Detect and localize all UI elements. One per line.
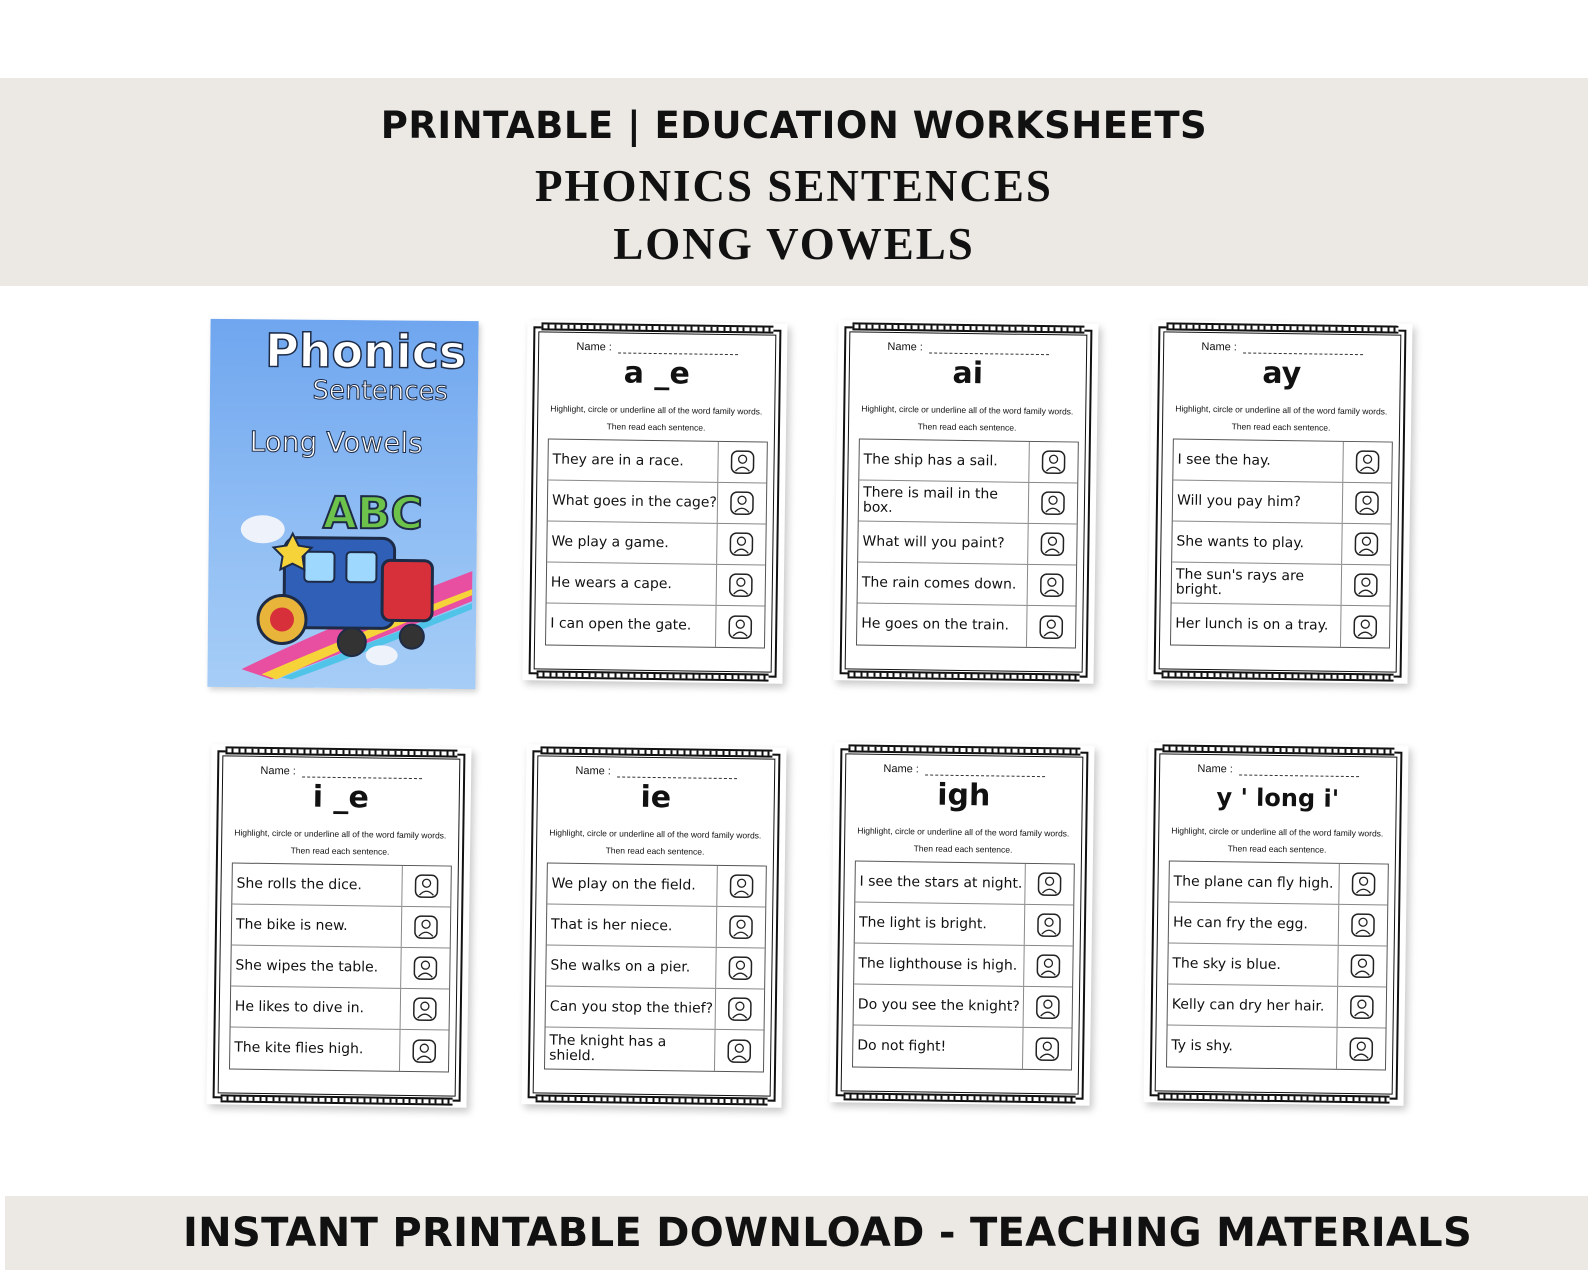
table-row	[1173, 440, 1392, 484]
table-row	[855, 862, 1074, 906]
lighthouse-icon	[1024, 946, 1073, 987]
hairdryer-icon	[1338, 987, 1387, 1028]
table-row	[547, 905, 766, 949]
table-row	[1167, 1025, 1386, 1069]
worksheet-title: y ' long i'	[1216, 783, 1340, 813]
header-line2: PHONICS SENTENCES	[535, 161, 1053, 211]
sentence-text: Her lunch is on a tray.	[1171, 603, 1342, 646]
table-row	[232, 864, 451, 908]
worksheet-instructions	[540, 400, 772, 437]
sentence-text: I can open the gate.	[546, 603, 717, 646]
sentence-text: Do you see the knight?	[854, 985, 1025, 1027]
train-icon	[1027, 606, 1076, 648]
dive-icon	[401, 989, 450, 1030]
stars-icon	[1025, 864, 1074, 905]
name-label: Name :	[1201, 340, 1237, 354]
table-row	[858, 522, 1077, 566]
hay-icon	[1343, 442, 1392, 483]
top-banner	[0, 78, 1588, 286]
sentence-text: The plane can fly high.	[1169, 862, 1340, 904]
sentence-text: The lighthouse is high.	[854, 944, 1025, 986]
worksheet-instructions	[847, 822, 1079, 859]
worksheet-title: a _e	[623, 355, 691, 392]
sentence-text: She wipes the table.	[231, 946, 402, 988]
sentence-text: We play on the field.	[547, 864, 718, 906]
table-row	[1168, 985, 1387, 1029]
cover-page	[207, 319, 478, 689]
table-row	[545, 1027, 764, 1071]
table-row	[231, 987, 450, 1031]
worksheet-instructions	[539, 824, 771, 861]
worksheet-instructions	[1165, 400, 1397, 437]
sentence-text: The sky is blue.	[1168, 944, 1339, 986]
sentence-text: The bike is new.	[232, 905, 403, 947]
sentence-text: I see the hay.	[1173, 440, 1344, 482]
footer-text: INSTANT PRINTABLE DOWNLOAD - TEACHING MATERIALS	[183, 1210, 1473, 1256]
worksheet-title: i _e	[312, 779, 370, 816]
worksheet-card	[522, 320, 787, 684]
instruction-line1: Highlight, circle or underline all of the word family words.	[549, 827, 762, 841]
worksheet-card	[1147, 320, 1412, 684]
pan-icon	[1339, 905, 1388, 946]
table-row	[1168, 944, 1387, 988]
table-row	[1173, 481, 1392, 525]
tray-icon	[1341, 606, 1390, 648]
bike-icon	[402, 907, 451, 948]
table-row	[854, 985, 1073, 1029]
sentence-text: He can fry the egg.	[1169, 903, 1340, 945]
sentence-table	[229, 862, 452, 1072]
table-row	[859, 440, 1078, 484]
instruction-line2: Then read each sentence.	[290, 845, 390, 857]
sentence-text: What goes in the cage?	[548, 481, 719, 523]
table-row	[1172, 522, 1391, 566]
name-label: Name :	[883, 762, 919, 776]
worksheet-card	[521, 744, 786, 1108]
sentence-text: What will you paint?	[858, 522, 1029, 564]
worksheet-title: ay	[1262, 355, 1302, 392]
table-row	[858, 563, 1077, 607]
worksheet-card	[206, 744, 471, 1108]
table-row	[1172, 563, 1391, 607]
sentence-table	[545, 438, 768, 648]
table-row	[1169, 862, 1388, 906]
instruction-line2: Then read each sentence.	[913, 843, 1013, 855]
plane-icon	[1339, 864, 1388, 905]
sentence-text: There is mail in the box.	[859, 481, 1030, 523]
name-label: Name :	[575, 764, 611, 778]
table-row	[855, 903, 1074, 947]
worksheet-title: igh	[936, 777, 991, 814]
worksheet-card	[833, 320, 1098, 684]
sentence-text: He likes to dive in.	[231, 987, 402, 1029]
cage-icon	[718, 483, 767, 524]
field-icon	[717, 866, 766, 907]
instruction-line2: Then read each sentence.	[1227, 843, 1327, 855]
table-row	[859, 481, 1078, 525]
shy-icon	[1337, 1028, 1386, 1070]
game-icon	[717, 524, 766, 565]
name-label: Name :	[260, 764, 296, 778]
sentence-table	[1170, 438, 1393, 648]
instruction-line1: Highlight, circle or underline all of the word family words.	[861, 403, 1074, 417]
worksheet-title: ai	[952, 355, 984, 392]
play-icon	[1342, 524, 1391, 565]
kite-icon	[400, 1030, 449, 1072]
worksheet-title: ie	[640, 779, 672, 816]
cover-subtitle: Sentences	[312, 375, 449, 407]
sentence-table	[1166, 860, 1389, 1070]
sentence-text: He wears a cape.	[547, 563, 718, 605]
instruction-line2: Then read each sentence.	[606, 421, 706, 433]
worksheet-instructions	[851, 400, 1083, 437]
dice-icon	[402, 866, 451, 907]
niece-icon	[717, 907, 766, 948]
sentence-text: I see the stars at night.	[855, 862, 1026, 904]
cover-topic: Long Vowels	[249, 425, 423, 460]
sentence-text: The kite flies high.	[230, 1027, 401, 1070]
name-label: Name :	[1197, 762, 1233, 776]
table-row	[232, 905, 451, 949]
name-label: Name :	[576, 340, 612, 354]
table-row	[231, 946, 450, 990]
cape-icon	[717, 565, 766, 606]
instruction-line1: Highlight, circle or underline all of the word family words.	[1171, 825, 1384, 839]
instruction-line1: Highlight, circle or underline all of the word family words.	[857, 825, 1070, 839]
sentence-text: That is her niece.	[547, 905, 718, 947]
rain-icon	[1028, 565, 1077, 606]
cover-art-letters: ABC	[322, 487, 424, 540]
table-row	[857, 603, 1076, 647]
bottom-banner	[5, 1196, 1588, 1270]
table-row	[547, 563, 766, 607]
table-row	[547, 522, 766, 566]
paint-icon	[1028, 524, 1077, 565]
sun-icon	[1342, 565, 1391, 606]
table-row	[547, 864, 766, 908]
table-row	[853, 1025, 1072, 1069]
table-row	[548, 481, 767, 525]
table-row	[854, 944, 1073, 988]
thief-icon	[716, 989, 765, 1030]
sentence-text: The light is bright.	[855, 903, 1026, 945]
pier-icon	[716, 948, 765, 989]
fight-icon	[1023, 1028, 1072, 1070]
lamp-icon	[1025, 905, 1074, 946]
instruction-line1: Highlight, circle or underline all of the word family words.	[234, 827, 447, 841]
sentence-text: She walks on a pier.	[546, 946, 717, 988]
table-row	[1169, 903, 1388, 947]
table-row	[1171, 603, 1390, 647]
sentence-text: She wants to play.	[1172, 522, 1343, 564]
table-icon	[401, 948, 450, 989]
header-line1: PRINTABLE | EDUCATION WORKSHEETS	[380, 104, 1208, 147]
sentence-text: Ty is shy.	[1167, 1025, 1338, 1068]
cover-title: Phonics	[264, 323, 467, 380]
instruction-line1: Highlight, circle or underline all of the word family words.	[1175, 403, 1388, 417]
sentence-text: The rain comes down.	[858, 563, 1029, 605]
mailbox-icon	[1029, 483, 1078, 524]
sentence-table	[852, 860, 1075, 1070]
table-row	[546, 603, 765, 647]
worksheet-instructions	[224, 824, 456, 861]
table-row	[230, 1027, 449, 1071]
pay-icon	[1343, 483, 1392, 524]
sentence-text: Do not fight!	[853, 1025, 1024, 1068]
worksheet-instructions	[1161, 822, 1393, 859]
table-row	[546, 946, 765, 990]
sentence-text: She rolls the dice.	[232, 864, 403, 906]
worksheet-card	[829, 742, 1094, 1106]
instruction-line1: Highlight, circle or underline all of the word family words.	[550, 403, 763, 417]
header-line3: LONG VOWELS	[613, 219, 975, 269]
sentence-text: The knight has a shield.	[545, 1027, 716, 1070]
table-row	[546, 987, 765, 1031]
instruction-line2: Then read each sentence.	[605, 845, 705, 857]
train-illustration-icon	[221, 469, 473, 681]
sentence-text: Will you pay him?	[1173, 481, 1344, 523]
worksheet-card	[1143, 742, 1408, 1106]
sentence-text: The sun's rays are bright.	[1172, 563, 1343, 605]
sentence-table	[856, 438, 1079, 648]
sentence-text: The ship has a sail.	[859, 440, 1030, 482]
sentence-text: We play a game.	[547, 522, 718, 564]
instruction-line2: Then read each sentence.	[917, 421, 1017, 433]
sentence-table	[544, 862, 767, 1072]
sail-icon	[1029, 442, 1078, 483]
sentence-text: They are in a race.	[548, 440, 719, 482]
gate-icon	[716, 606, 765, 648]
sentence-text: Can you stop the thief?	[546, 987, 717, 1029]
knight-icon	[1024, 987, 1073, 1028]
sentence-text: He goes on the train.	[857, 603, 1028, 646]
table-row	[548, 440, 767, 484]
instruction-line2: Then read each sentence.	[1231, 421, 1331, 433]
shield-icon	[715, 1030, 764, 1072]
sentence-text: Kelly can dry her hair.	[1168, 985, 1339, 1027]
name-label: Name :	[887, 340, 923, 354]
race-icon	[718, 442, 767, 483]
cloud-icon	[1338, 946, 1387, 987]
